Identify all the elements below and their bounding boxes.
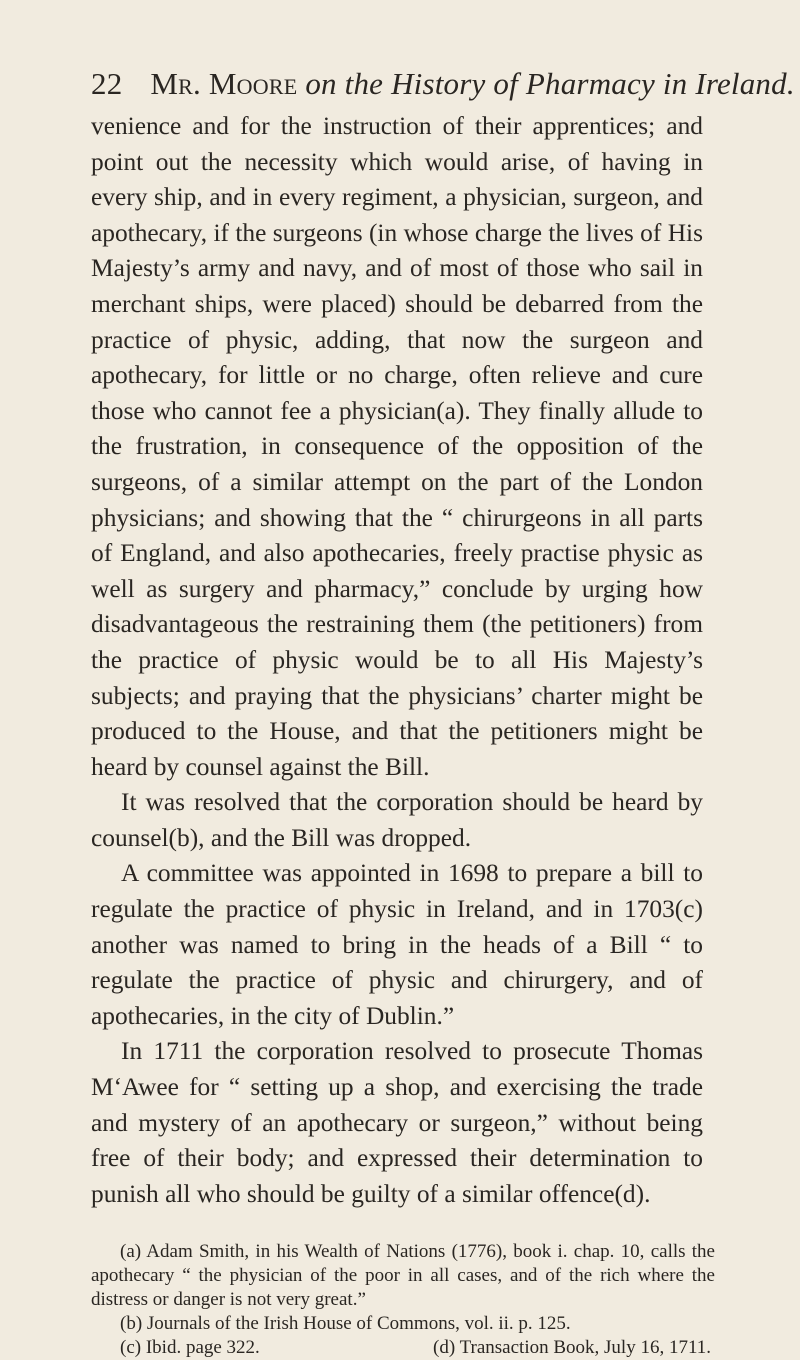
paragraph-4: In 1711 the corporation resolved to prosecute Thomas M‘Awee for “ setting up a shop, and exercising the trade and mystery of an apothecary or surgeon,” without being free of their body; and expressed their determination to punish all who should be guilty of a similar offence(d). — [91, 1037, 703, 1208]
running-header — [91, 66, 795, 102]
header-author: Mr. Moore — [150, 66, 298, 101]
footnotes — [91, 1240, 715, 1360]
footnote-b: (b) Journals of the Irish House of Commons, vol. ii. p. 125. — [120, 1313, 571, 1334]
paragraph-3: A committee was appointed in 1698 to prepare a bill to regulate the practice of physic in Ireland, and in 1703(c) another was named to bring in the heads of a Bill “ to regulate the practice of physic and chirurgery, and of apothecaries, in the city of Dublin.” — [91, 859, 703, 1030]
footnote-c: (c) Ibid. page 322. — [120, 1337, 260, 1358]
footnote-d: (d) Transaction Book, July 16, 1711. — [433, 1337, 711, 1358]
header-title: on the History of Pharmacy in Ireland. — [305, 66, 795, 101]
footnote-a: (a) Adam Smith, in his Wealth of Nations (1776), book i. chap. 10, calls the apothecary “ the physician of the poor in all cases, and of the rich where the distress or danger is not very great.” — [91, 1241, 715, 1310]
page-number: 22 — [91, 66, 123, 101]
paragraph-1: venience and for the instruction of their apprentices; and point out the necessity which would arise, of having in every ship, and in every regiment, a physician, surgeon, and apothecary, if the surgeons (in whose charge the lives of His Majesty’s army and navy, and of most of those who sail in merchant ships, were placed) should be debarred from the practice of physic, adding, that now the surgeon and apothecary, for little or no charge, often relieve and cure those who cannot fee a physician(a). They finally allude to the frustration, in consequence of the opposition of the surgeons, of a similar attempt on the part of the London physicians; and showing that the “ chirurgeons in all parts of England, and also apothecaries, freely practise physic as well as surgery and pharmacy,” conclude by urging how disadvantageous the restraining them (the petitioners) from the practice of physic would be to all His Majesty’s subjects; and praying that the physicians’ charter might be produced to the House, and that the petitioners might be heard by counsel against the Bill. — [91, 112, 703, 781]
body-text — [91, 109, 703, 1212]
paragraph-2: It was resolved that the corporation should be heard by counsel(b), and the Bill was dropped. — [91, 788, 703, 852]
footnote-row-cd — [91, 1336, 715, 1360]
